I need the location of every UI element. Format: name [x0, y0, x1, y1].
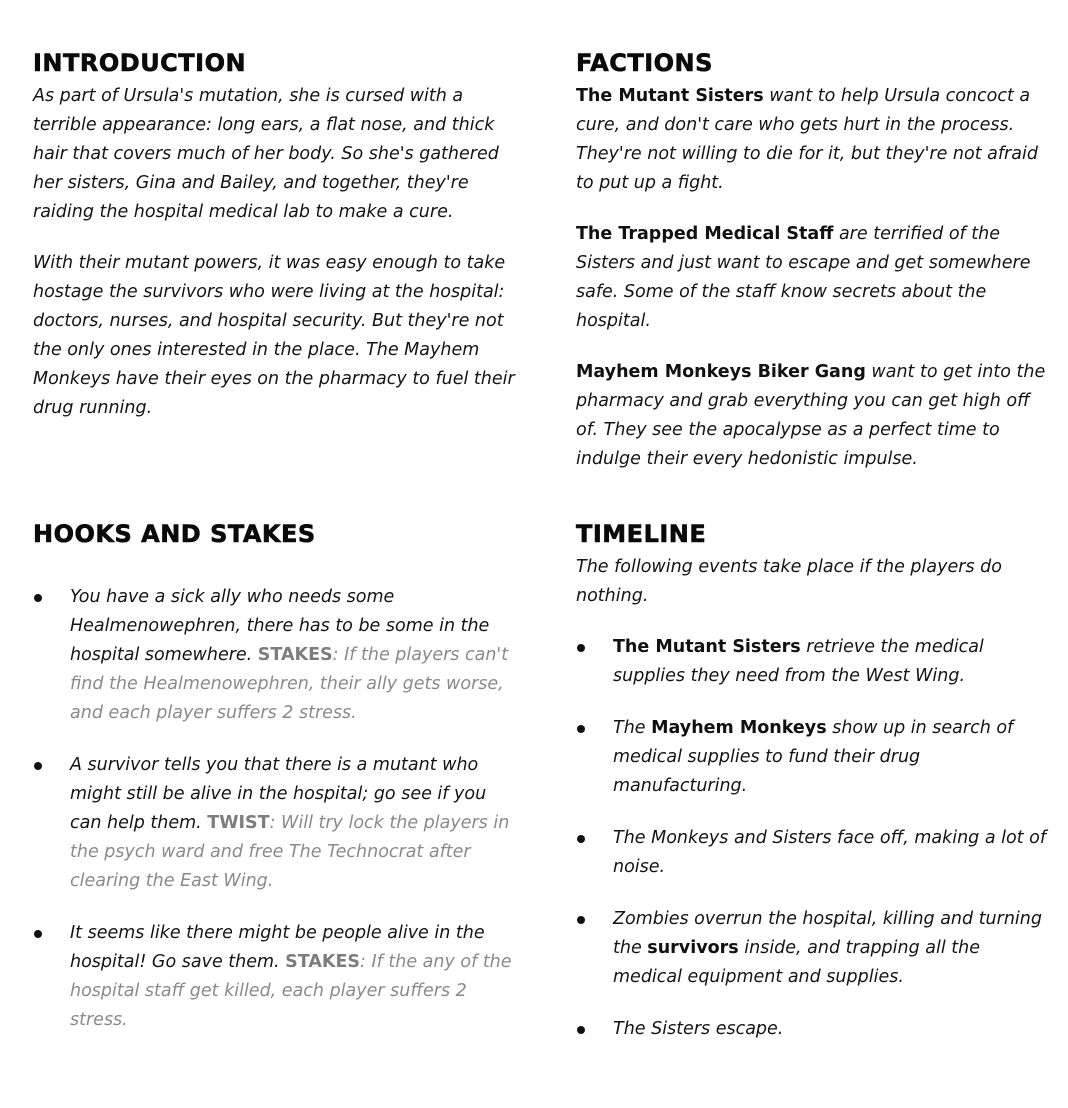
faction-description: are terrified of the Sisters and just want to escape and get somewhere safe. Some of the staff know secrets about the hospital. [576, 224, 1031, 331]
factions-section [576, 48, 1054, 474]
bullet-icon [34, 762, 42, 770]
hook-text: It seems like there might be people alive in the hospital! Go save them. [70, 923, 485, 972]
timeline-text-bold: The Mutant Sisters [613, 637, 801, 657]
hook-item [33, 751, 521, 896]
timeline-item [576, 824, 1054, 882]
introduction-paragraph-2: With their mutant powers, it was easy enough to take hostage the survivors who were living at the hospital: doctors, nurses, and hospital security. But they're not the only ones interested in the place. The Mayhem Monkeys have their eyes on the pharmacy to fuel their drug running. [33, 253, 515, 418]
bullet-icon [577, 1026, 585, 1034]
bullet-icon [577, 916, 585, 924]
timeline-item [576, 633, 1054, 691]
hook-detail: : If the any of the hospital staff get killed, each player suffers 2 stress. [70, 952, 512, 1030]
timeline-section [576, 519, 1054, 1044]
faction-description: want to help Ursula concoct a cure, and don't care who gets hurt in the process. They're not willing to die for it, but they're not afraid to put up a fight. [576, 86, 1038, 193]
hook-item [33, 583, 521, 728]
introduction-paragraph-1: As part of Ursula's mutation, she is cursed with a terrible appearance: long ears, a flat nose, and thick hair that covers much of her body. So she's gathered her sisters, Gina and Bailey, and together, they're raiding the hospital medical lab to make a cure. [33, 86, 499, 222]
timeline-intro: The following events take place if the players do nothing. [576, 557, 1002, 606]
faction-description: want to get into the pharmacy and grab everything you can get high off of. They see the apocalypse as a perfect time to indulge their every hedonistic impulse. [576, 362, 1046, 469]
hook-label: STAKES [257, 645, 333, 665]
timeline-list [576, 633, 1054, 1044]
factions-heading: FACTIONS [576, 49, 713, 77]
hooks-heading: HOOKS AND STAKES [33, 520, 316, 548]
hook-text: You have a sick ally who needs some Healmenowephren, there has to be some in the hospital somewhere. [70, 587, 490, 665]
timeline-text-post: retrieve the medical supplies they need from the West Wing. [613, 637, 984, 686]
hook-label: STAKES [285, 952, 361, 972]
timeline-text-post: show up in search of medical supplies to fund their drug manufacturing. [613, 718, 1014, 796]
faction-name: The Mutant Sisters [576, 86, 764, 106]
timeline-text-pre: Zombies overrun the hospital, killing and turning the [613, 909, 1042, 958]
hook-detail: : If the players can't find the Healmenowephren, their ally gets worse, and each player suffers 2 stress. [70, 645, 509, 723]
bullet-icon [577, 725, 585, 733]
hook-text: A survivor tells you that there is a mutant who might still be alive in the hospital; go see if you can help them. [70, 755, 487, 833]
timeline-text-pre: The Monkeys and Sisters face off, making a lot of noise. [613, 828, 1046, 877]
timeline-item [576, 1015, 1054, 1044]
faction-paragraph [576, 82, 1054, 198]
faction-name: Mayhem Monkeys Biker Gang [576, 362, 866, 382]
timeline-item [576, 714, 1054, 801]
timeline-item [576, 905, 1054, 992]
hooks-section [33, 519, 521, 1035]
timeline-text-bold: Mayhem Monkeys [651, 718, 827, 738]
bullet-icon [577, 835, 585, 843]
timeline-text-bold: survivors [647, 938, 739, 958]
timeline-text-pre: The Sisters escape. [613, 1019, 784, 1039]
bullet-icon [34, 594, 42, 602]
bullet-icon [34, 930, 42, 938]
faction-paragraph [576, 358, 1054, 474]
faction-paragraph [576, 220, 1054, 336]
hook-detail: : Will try lock the players in the psych ward and free The Technocrat after clearing the East Wing. [70, 813, 510, 891]
hook-label: TWIST [207, 813, 270, 833]
timeline-text-post: inside, and trapping all the medical equipment and supplies. [613, 938, 981, 987]
introduction-heading: INTRODUCTION [33, 49, 247, 77]
timeline-heading: TIMELINE [576, 520, 707, 548]
bullet-icon [577, 644, 585, 652]
timeline-text-pre: The [613, 718, 652, 738]
hook-item [33, 919, 521, 1035]
hooks-list [33, 583, 521, 1035]
faction-name: The Trapped Medical Staff [576, 224, 834, 244]
introduction-section [33, 48, 521, 423]
